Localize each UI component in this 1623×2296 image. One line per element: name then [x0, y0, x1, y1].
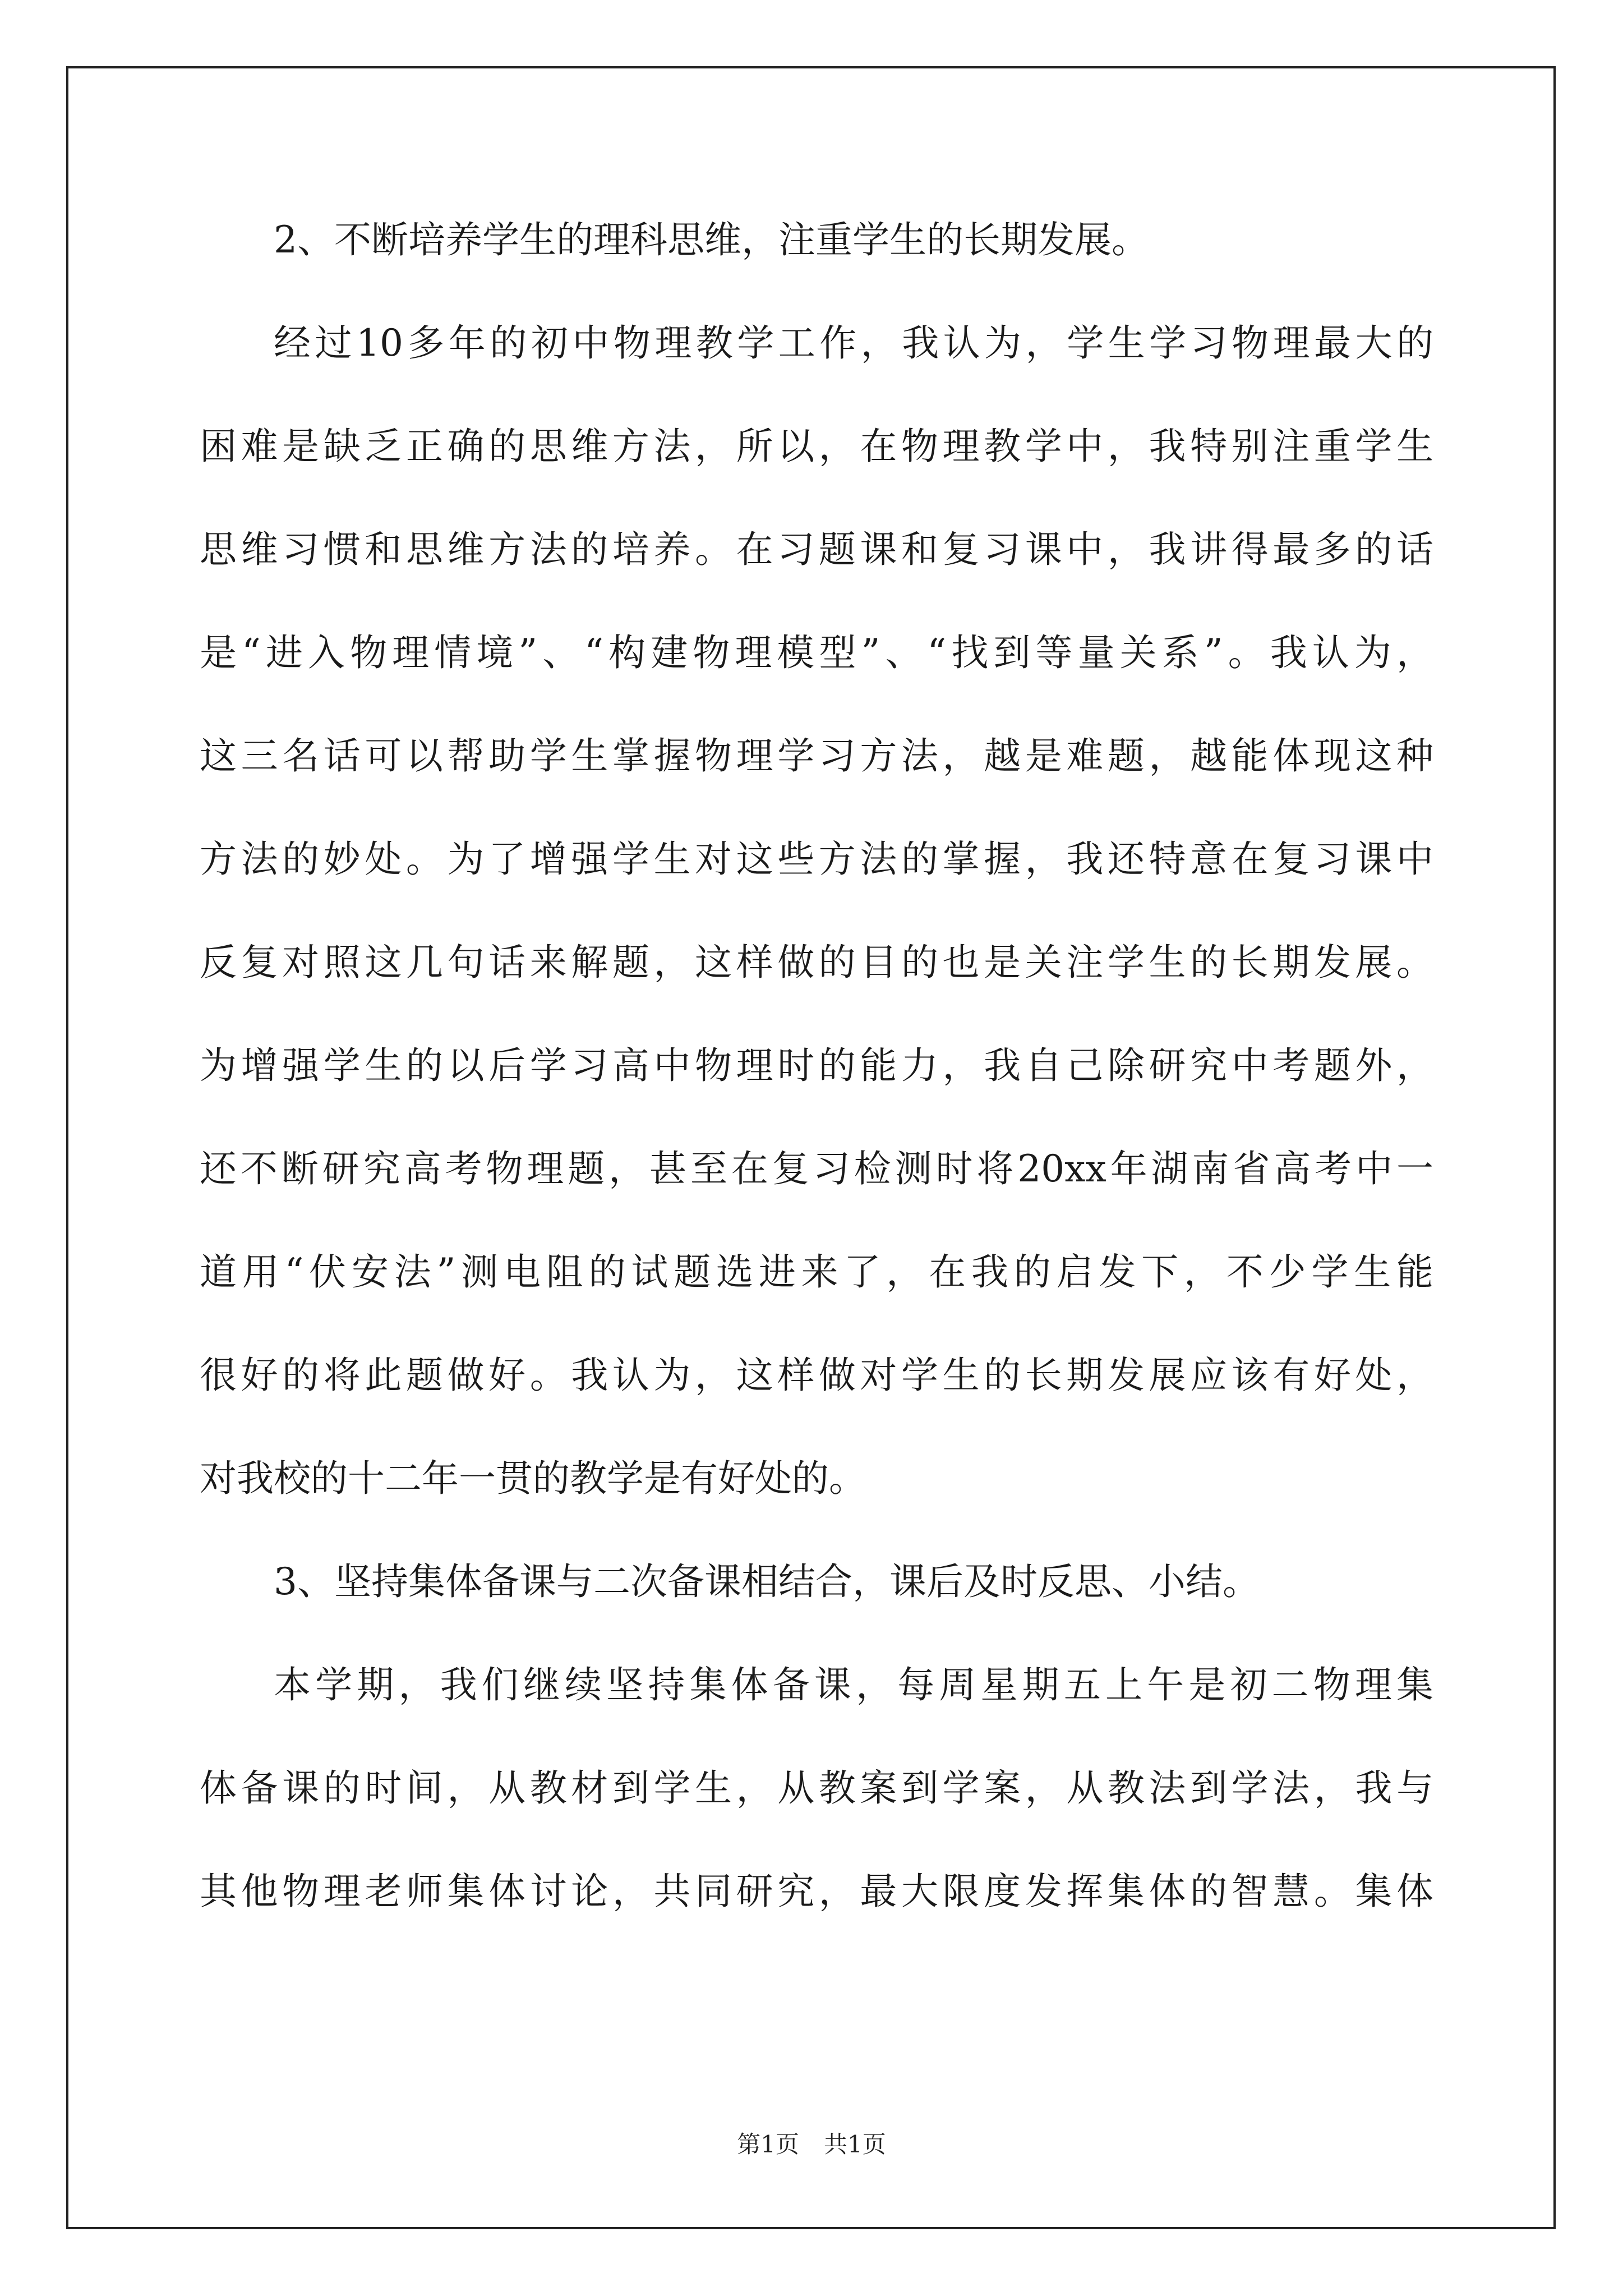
page-number-total: 共1页 — [824, 2131, 886, 2158]
page-number-current: 第1页 — [737, 2131, 799, 2158]
section-heading-3: 3、坚持集体备课与二次备课相结合，课后及时反思、小结。 — [274, 1560, 1260, 1603]
paragraph-line: 方法的妙处。为了增强学生对这些方法的掌握，我还特意在复习课中 — [200, 838, 1433, 881]
paragraph-line: 体备课的时间，从教材到学生，从教案到学案，从教法到学法，我与 — [200, 1766, 1433, 1810]
paragraph-line: 经过10多年的初中物理教学工作，我认为，学生学习物理最大的 — [274, 321, 1433, 365]
document-body — [200, 201, 1433, 1955]
paragraph-line: 是“进入物理情境”、“构建物理模型”、“找到等量关系”。我认为， — [200, 631, 1433, 674]
paragraph-line: 还不断研究高考物理题，甚至在复习检测时将20xx年湖南省高考中一 — [200, 1147, 1433, 1190]
section-heading-2: 2、不断培养学生的理科思维，注重学生的长期发展。 — [274, 218, 1149, 261]
paragraph-line: 反复对照这几句话来解题，这样做的目的也是关注学生的长期发展。 — [200, 941, 1433, 984]
paragraph-line: 很好的将此题做好。我认为，这样做对学生的长期发展应该有好处， — [200, 1354, 1433, 1397]
paragraph-line: 这三名话可以帮助学生掌握物理学习方法，越是难题，越能体现这种 — [200, 734, 1433, 777]
paragraph-line: 对我校的十二年一贯的教学是有好处的。 — [200, 1457, 866, 1500]
page-footer — [0, 2126, 1623, 2160]
paragraph-line: 思维习惯和思维方法的培养。在习题课和复习课中，我讲得最多的话 — [200, 528, 1433, 571]
paragraph-line: 其他物理老师集体讨论，共同研究，最大限度发挥集体的智慧。集体 — [200, 1870, 1433, 1913]
paragraph-line: 道用“伏安法”测电阻的试题选进来了，在我的启发下，不少学生能 — [200, 1250, 1433, 1294]
paragraph-line: 为增强学生的以后学习高中物理时的能力，我自己除研究中考题外， — [200, 1044, 1433, 1087]
paragraph-line: 困难是缺乏正确的思维方法，所以，在物理教学中，我特别注重学生 — [200, 425, 1433, 468]
paragraph-line: 本学期，我们继续坚持集体备课，每周星期五上午是初二物理集 — [274, 1663, 1433, 1706]
